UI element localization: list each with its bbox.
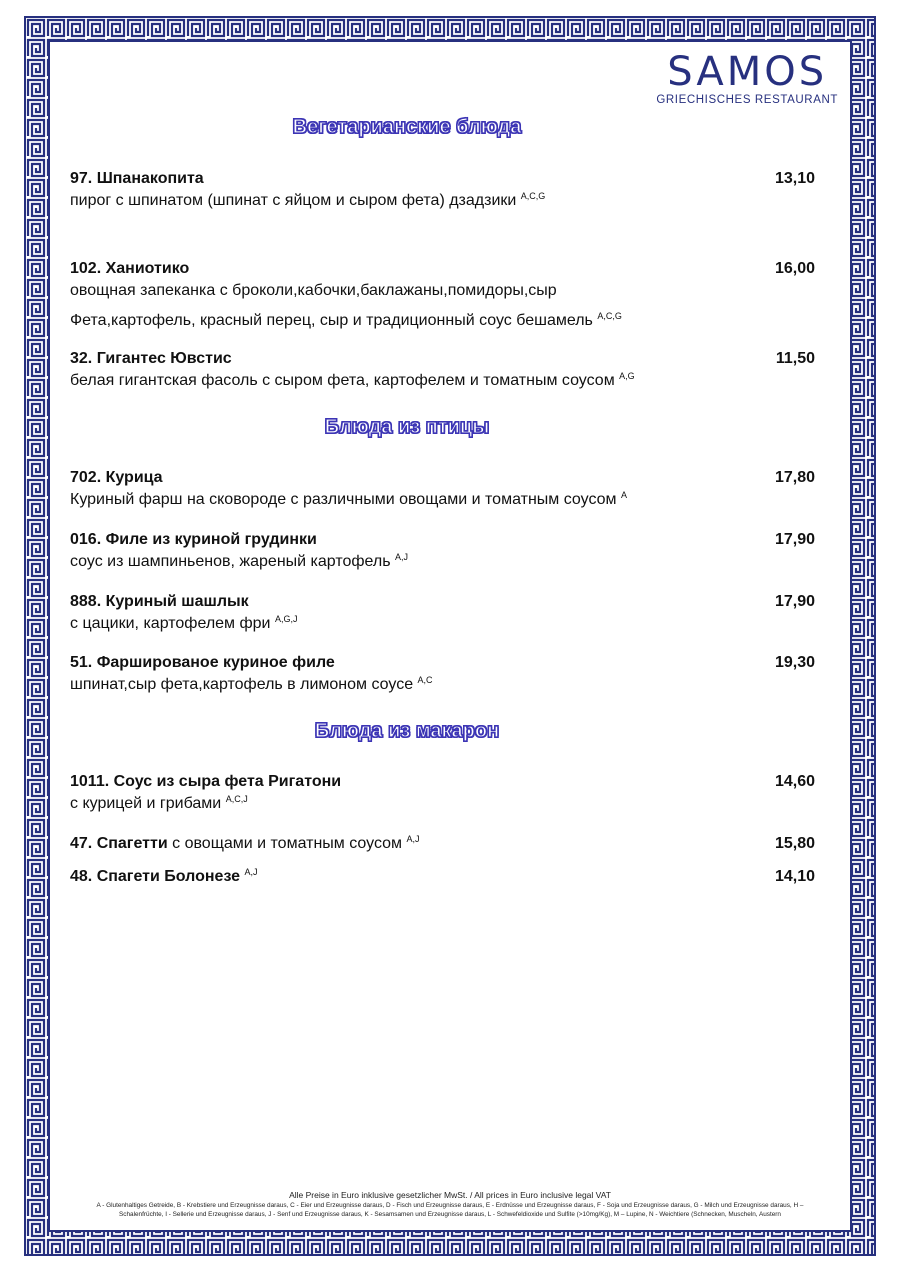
section-title-pasta: Блюда из макарон xyxy=(314,720,500,742)
item-name: 47. Спагетти xyxy=(70,835,168,852)
item-price: 11,50 xyxy=(775,350,815,367)
item-price: 14,60 xyxy=(774,773,815,790)
footer xyxy=(50,1190,850,1219)
item-name: 888. Куриный шашлык xyxy=(70,593,249,610)
item-description: овощная запеканка с броколи,кабочки,баклажаны,помидоры,сыр xyxy=(70,282,557,299)
item-price: 14,10 xyxy=(774,868,815,885)
item-price: 15,80 xyxy=(774,835,815,852)
item-price: 17,80 xyxy=(774,469,815,486)
item-description: с цацики, картофелем фри xyxy=(70,615,271,632)
menu-item xyxy=(70,529,815,573)
item-name: 702. Курица xyxy=(70,469,163,486)
menu-item xyxy=(70,833,815,855)
item-price: 17,90 xyxy=(774,593,815,610)
item-description: соус из шампиньенов, жареный картофель xyxy=(70,553,391,570)
section-title-vegetarian: Вегетарианские блюда xyxy=(292,116,522,138)
section-title-poultry: Блюда из птицы xyxy=(324,416,490,438)
allergen-codes: A xyxy=(620,490,627,500)
menu-item xyxy=(70,771,815,815)
item-price: 16,00 xyxy=(774,260,815,277)
item-description: пирог с шпинатом (шпинат с яйцом и сыром фета) дзадзики xyxy=(70,192,517,209)
menu-item xyxy=(70,467,815,511)
item-description: белая гигантская фасоль с сыром фета, картофелем и томатным соусом xyxy=(70,372,615,389)
allergen-codes: A,J xyxy=(244,867,258,877)
item-description: Куриный фарш на сковороде с различными овощами и томатным соусом xyxy=(70,491,617,508)
item-name: 32. Гигантес Ювстис xyxy=(70,350,232,367)
item-name: 97. Шпанакопита xyxy=(70,170,204,187)
menu-item xyxy=(70,591,815,635)
allergen-codes: A,C,G xyxy=(597,311,622,321)
menu-item xyxy=(70,866,815,888)
item-name: 1011. Соус из сыра фета Ригатони xyxy=(70,773,342,790)
item-description-cont: Фета,картофель, красный перец, сыр и традиционный соус бешамель xyxy=(70,312,593,329)
allergen-legend-line-1: A - Glutenhaltiges Getreide, B - Krebstiere und Erzeugnisse daraus, C - Eier und Erzeugnisse daraus, D - Fisch und Erzeugnisse daraus, E - Erdnüsse und Erzeugnisse daraus, F - Soja und Erzeugnisse daraus, G - Milch und Erzeugnisse daraus, H – xyxy=(96,1202,804,1209)
item-price: 19,30 xyxy=(774,654,815,671)
item-price: 13,10 xyxy=(774,170,815,187)
allergen-codes: A,J xyxy=(395,552,409,562)
item-name: 102. Ханиотико xyxy=(70,260,190,277)
allergen-legend-line-2: Schalenfrüchte, I - Sellerie und Erzeugnisse daraus, J - Senf und Erzeugnisse daraus, K - Sesamsamen und Erzeugnisse daraus, L - Schwefeldioxide und Sulfite (>10mg/Kg), M – Lupine, N - Weichtiere (Schnecken, Muscheln, Austern xyxy=(119,1211,781,1218)
allergen-codes: A,C,J xyxy=(225,794,248,804)
item-price: 17,90 xyxy=(774,531,815,548)
item-name: 016. Филе из куриной грудинки xyxy=(70,531,317,548)
menu-item xyxy=(70,168,815,212)
allergen-codes: A,G xyxy=(619,371,635,381)
allergen-codes: A,C,G xyxy=(520,191,546,201)
logo-subtitle: GRIECHISCHES RESTAURANT xyxy=(656,94,838,106)
allergen-codes: A,C xyxy=(417,675,433,685)
allergen-codes: A,G,J xyxy=(274,614,298,624)
restaurant-logo xyxy=(656,49,838,106)
menu-item xyxy=(70,348,815,392)
vat-note: Alle Preise in Euro inklusive gesetzlicher MwSt. / All prices in Euro inclusive legal VAT xyxy=(289,1190,611,1200)
menu-page xyxy=(50,42,850,1230)
menu-item xyxy=(70,652,815,696)
menu-item xyxy=(70,258,815,332)
allergen-codes: A,J xyxy=(406,834,420,844)
item-description: с овощами и томатным соусом xyxy=(172,835,403,852)
item-name: 48. Спагети Болонезе xyxy=(70,868,241,885)
item-description: с курицей и грибами xyxy=(70,795,222,812)
logo-name: SAMOS xyxy=(667,49,828,95)
item-description: шпинат,сыр фета,картофель в лимоном соусе xyxy=(70,676,414,693)
item-name: 51. Фаршированое куриное филе xyxy=(70,654,335,671)
